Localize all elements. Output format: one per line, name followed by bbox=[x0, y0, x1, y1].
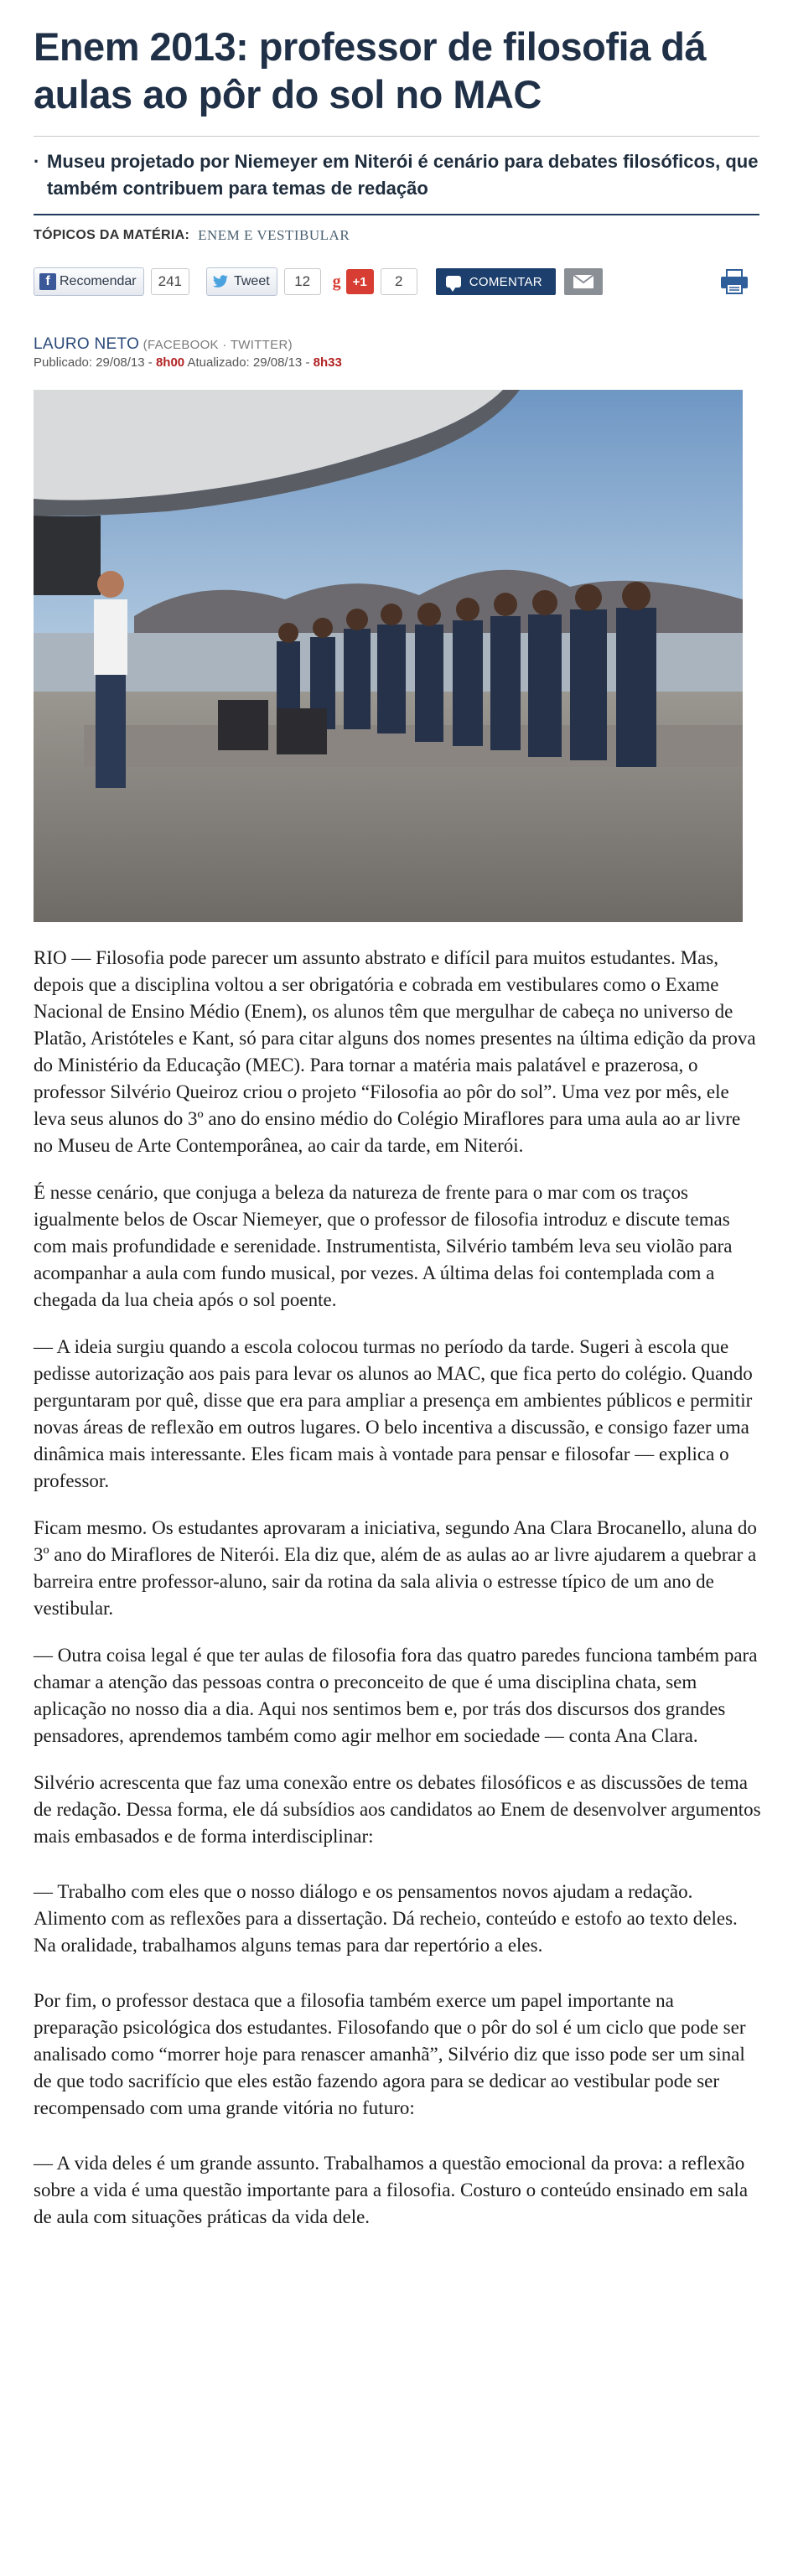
updated-label: Atualizado: bbox=[184, 355, 253, 370]
topics-label: TÓPICOS DA MATÉRIA: bbox=[34, 228, 190, 242]
article-paragraph: Por fim, o professor destaca que a filosofia também exerce um papel importante na preparação psicológica dos estudantes. Filosofando que o pôr do sol é um ciclo que pode ser analisado como “morrer hoje para renascer amanhã”, Silvério diz que isso pode ser um sinal de que todo sacrifício que eles estão fazendo agora para se dedicar ao vestibular pode ser recompensado com uma grande vitória no futuro: bbox=[34, 1990, 746, 2118]
email-button[interactable] bbox=[564, 268, 603, 295]
article-body bbox=[34, 945, 763, 2231]
author-name[interactable]: LAURO NETO bbox=[34, 335, 140, 353]
published-dash: - bbox=[144, 355, 156, 370]
article-paragraph: — A vida deles é um grande assunto. Trabalhamos a questão emocional da prova: a reflexão sobre a vida é uma questão importante para a filosofia. Costuro o conteúdo ensinado em sala de aula com situações práticas da vida dele. bbox=[34, 2153, 749, 2227]
twitter-icon bbox=[212, 275, 229, 288]
author-social-close: ) bbox=[288, 338, 293, 352]
comment-label: COMENTAR bbox=[469, 274, 542, 289]
updated-time: 8h33 bbox=[313, 355, 342, 370]
comment-button[interactable] bbox=[436, 268, 556, 295]
author-social bbox=[143, 338, 293, 352]
facebook-recommend-button[interactable] bbox=[34, 267, 144, 296]
twitter-count: 12 bbox=[284, 268, 321, 295]
divider-accent bbox=[34, 214, 759, 215]
facebook-count: 241 bbox=[151, 268, 189, 295]
updated-dash: - bbox=[302, 355, 314, 370]
article-paragraph: É nesse cenário, que conjuga a beleza da natureza de frente para o mar com os traços igualmente belos de Oscar Niemeyer, que o professor de filosofia introduz e discute temas com mais profundidade e serenidade. Instrumentista, Silvério também leva seu violão para acompanhar a aula com fundo musical, por vezes. A última delas foi contemplada com a chegada da lua cheia após o sol poente. bbox=[34, 1182, 733, 1310]
tweet-label: Tweet bbox=[233, 274, 270, 288]
published-date: 29/08/13 bbox=[96, 355, 145, 370]
published-time: 8h00 bbox=[155, 355, 185, 370]
comment-icon bbox=[446, 276, 461, 288]
author-social-open: ( bbox=[143, 338, 148, 352]
updated-date: 29/08/13 bbox=[252, 355, 303, 370]
topic-tag-link[interactable]: ENEM E VESTIBULAR bbox=[198, 227, 350, 243]
teacher-figure bbox=[94, 571, 127, 788]
subtitle-text: Museu projetado por Niemeyer em Niterói é cenário para debates filosóficos, que também contribuem para temas de redação bbox=[47, 151, 759, 199]
publish-dates bbox=[34, 355, 759, 370]
facebook-icon: f bbox=[39, 273, 56, 290]
subtitle-bullet: · bbox=[34, 151, 40, 172]
share-bar bbox=[34, 265, 759, 298]
topics-bar bbox=[34, 225, 759, 246]
google-plus-button[interactable] bbox=[333, 269, 374, 294]
subtitle bbox=[34, 137, 759, 214]
headline: Enem 2013: professor de filosofia dá aulas ao pôr do sol no MAC bbox=[34, 24, 707, 117]
article-paragraph: Ficam mesmo. Os estudantes aprovaram a iniciativa, segundo Ana Clara Brocanello, aluna do 3º ano do Miraflores de Niterói. Ela diz que, além de as aulas ao ar livre ajudarem a quebrar a barreira entre professor-aluno, sair da rotina da sala alivia o estresse típico de um ano de vestibular. bbox=[34, 1517, 757, 1619]
author-twitter-link[interactable]: TWITTER bbox=[230, 338, 288, 352]
article-paragraph: — Outra coisa legal é que ter aulas de filosofia fora das quatro paredes funciona também para chamar a atenção das pessoas contra o preconceito de que é uma disciplina chata, sem aplicação no nosso dia a dia. Aqui nos sentimos bem e, por trás dos discursos dos grandes pensadores, aprendemos também como agir melhor em sociedade — conta Ana Clara. bbox=[34, 1645, 758, 1746]
byline bbox=[34, 335, 759, 354]
article-paragraph: RIO — Filosofia pode parecer um assunto abstrato e difícil para muitos estudantes. Mas, depois que a disciplina voltou a ser obrigatória e cobrada em vestibulares como o Exame Nacional de Ensino Médio (Enem), os alunos têm que mergulhar de cabeça no universo de Platão, Aristóteles e Kant, só para citar alguns dos nomes presentes na última edição da prova do Ministério da Educação (MEC). Para tornar a matéria mais palatável e prazerosa, o professor Silvério Queiroz criou o projeto “Filosofia ao pôr do sol”. Uma vez por mês, ele leva seus alunos do 3º ano do ensino médio do Colégio Miraflores para uma aula ao ar livre no Museu de Arte Contemporânea, ao cair da tarde, em Niterói. bbox=[34, 947, 756, 1156]
author-social-sep: · bbox=[218, 338, 231, 352]
google-plus-label: +1 bbox=[346, 269, 374, 294]
google-plus-icon: g bbox=[332, 272, 341, 291]
facebook-label: Recomendar bbox=[60, 274, 137, 288]
print-icon[interactable] bbox=[719, 268, 749, 295]
article-paragraph: — Trabalho com eles que o nosso diálogo e os pensamentos novos ajudam a redação. Alimento com as reflexões para a dissertação. Dá recheio, conteúdo e estofo ao texto deles. Na oralidade, trabalhamos alguns temas para dar repertório a eles. bbox=[34, 1881, 738, 1956]
article-paragraph: — A ideia surgiu quando a escola colocou turmas no período da tarde. Sugeri à escola que pedisse autorização aos pais para levar os alunos ao MAC, que fica perto do colégio. Quando perguntaram por quê, disse que era para ampliar a presença em ambientes públicos e permitir novas áreas de reflexão em outros lugares. O belo incentiva a discussão, e consigo fazer uma dinâmica mais interessante. Eles ficam mais à vontade para pensar e filosofar — explica o professor. bbox=[34, 1336, 753, 1491]
tweet-button[interactable] bbox=[206, 267, 277, 296]
google-plus-count: 2 bbox=[381, 268, 417, 295]
article-paragraph: Silvério acrescenta que faz uma conexão entre os debates filosóficos e as discussões de tema de redação. Dessa forma, ele dá subsídios aos candidatos ao Enem de desenvolver argumentos mais embasados e de forma interdisciplinar: bbox=[34, 1772, 761, 1847]
article-photo bbox=[34, 390, 743, 922]
author-facebook-link[interactable]: FACEBOOK bbox=[147, 338, 219, 352]
published-label: Publicado: bbox=[34, 355, 96, 370]
photo-students-mac bbox=[34, 390, 743, 922]
email-icon bbox=[573, 274, 594, 289]
